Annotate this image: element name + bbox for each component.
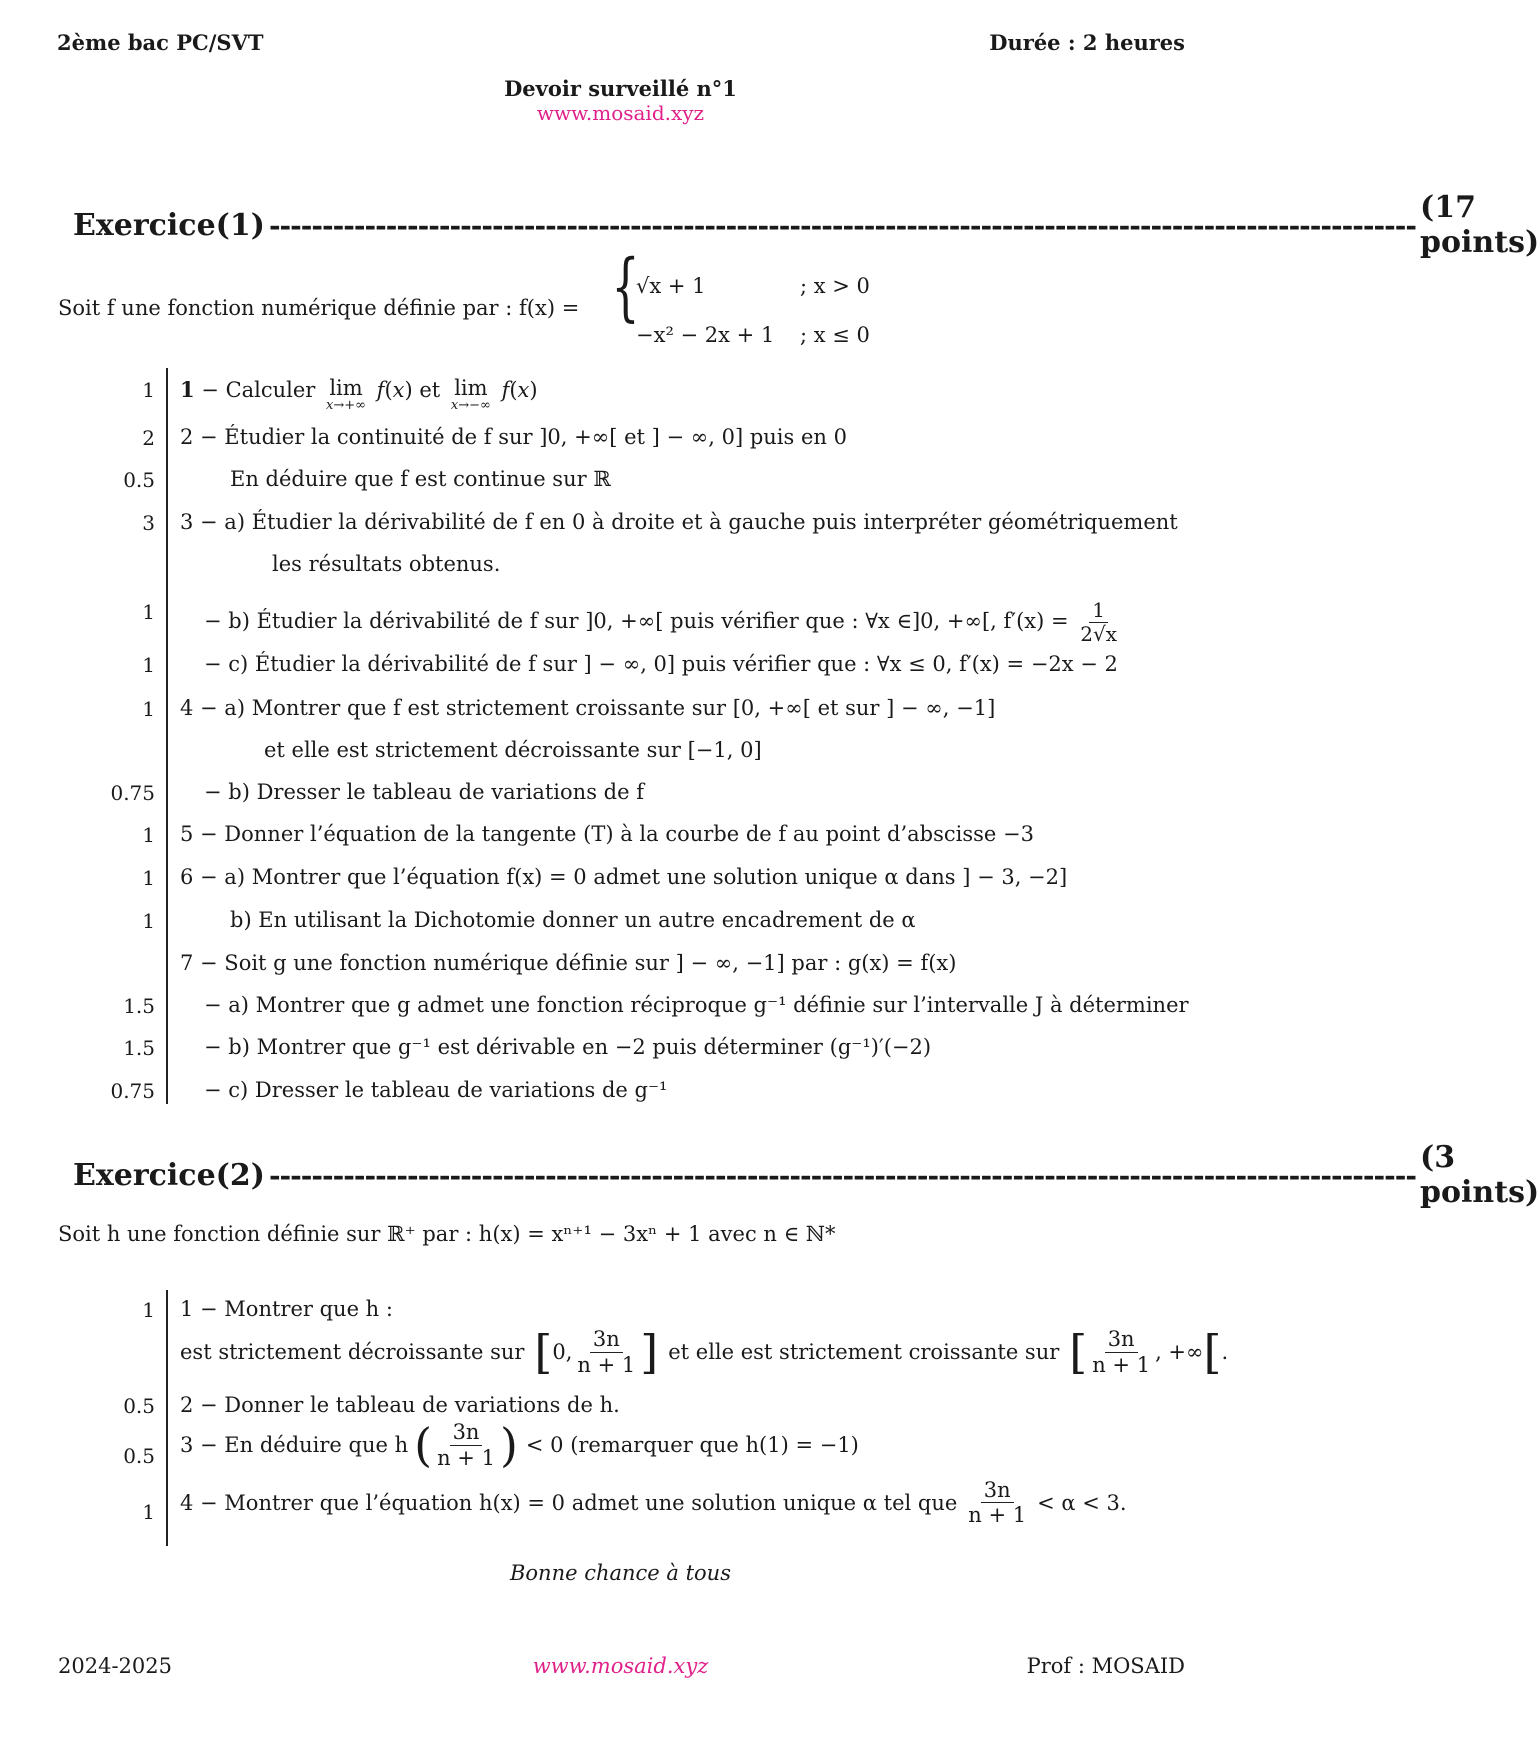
class-label: 2ème bac PC/SVT [57, 30, 264, 55]
exercise1-points: (17 points) [1420, 190, 1539, 260]
question-4a-continued: et elle est strictement décroissante sur [−1, 0] [264, 738, 762, 762]
question-4a: 4 − a) Montrer que f est strictement croissante sur [0, +∞[ et sur ] − ∞, −1] [180, 696, 996, 720]
footer-website-link[interactable]: www.mosaid.xyz [532, 1654, 709, 1678]
question-7c: − c) Dresser le tableau de variations de g⁻¹ [204, 1078, 668, 1102]
title-rule: ------------------------------------------------------------------------------------------------------------ [268, 1158, 1417, 1192]
footer-year: 2024-2025 [58, 1654, 172, 1678]
page-title: Devoir surveillé n°1 [504, 76, 737, 101]
points-value: 1.5 [123, 1036, 155, 1060]
exercise1-label: Exercice(1) [73, 207, 265, 243]
header-website-link[interactable]: www.mosaid.xyz [536, 101, 705, 125]
points-value: 1 [142, 866, 155, 890]
question-2-followup: En déduire que f est continue sur ℝ [230, 467, 611, 491]
question-6a: 6 − a) Montrer que l’équation f(x) = 0 admet une solution unique α dans ] − 3, −2] [180, 865, 1068, 889]
points-value: 1 [142, 1500, 155, 1524]
points-value: 3 [142, 511, 155, 535]
points-value: 1.5 [123, 994, 155, 1018]
brace: { [611, 244, 640, 330]
points-value: 0.75 [110, 781, 155, 805]
case1-expression: √x + 1 [636, 274, 706, 298]
exercise2-points: (3 points) [1420, 1140, 1539, 1210]
fraction-3n-over-n1: $\frac{3n}{n + 1}$ [437, 1420, 495, 1470]
limit-minus-infinity: lim x→−∞ [450, 376, 491, 414]
points-value: 1 [142, 1298, 155, 1322]
ex2-question-1: 1 − Montrer que h : [180, 1297, 393, 1321]
points-value: 0.75 [110, 1079, 155, 1103]
question-6b: b) En utilisant la Dichotomie donner un autre encadrement de α [230, 908, 916, 932]
fraction-3n-over-n1: $\frac{3n}{n + 1}$ [577, 1327, 636, 1377]
case1-condition: ; x > 0 [800, 274, 870, 298]
closing-message: Bonne chance à tous [509, 1561, 731, 1585]
ex2-question-4: 4 − Montrer que l’équation h(x) = 0 admet une solution unique α tel que $\frac{3n}{n + 1}$ < α < 3. [180, 1478, 1127, 1528]
question-7b: − b) Montrer que g⁻¹ est dérivable en −2 puis déterminer (g⁻¹)′(−2) [204, 1035, 932, 1059]
question-3c: − c) Étudier la dérivabilité de f sur ] − ∞, 0] puis vérifier que : ∀x ≤ 0, f′(x) = −2x − 2 [204, 652, 1118, 676]
exercise2-label: Exercice(2) [73, 1157, 265, 1193]
question-margin-rule [166, 1290, 168, 1546]
points-value: 1 [142, 378, 155, 402]
title-rule: ------------------------------------------------------------------------------------------------------------ [268, 208, 1417, 242]
question-margin-rule [166, 368, 168, 1104]
points-value: 1 [142, 653, 155, 677]
question-3a-continued: les résultats obtenus. [272, 552, 501, 576]
points-value: 1 [142, 909, 155, 933]
question-3a: 3 − a) Étudier la dérivabilité de f en 0 à droite et à gauche puis interpréter géométriquement [180, 510, 1178, 534]
fraction-3n-over-n1: $\frac{3n}{n + 1}$ [1092, 1327, 1151, 1377]
limit-plus-infinity: lim x→+∞ [326, 376, 366, 414]
question-3b: − b) Étudier la dérivabilité de f sur ]0, +∞[ puis vérifier que : ∀x ∈]0, +∞[, f′(x) = $\frac{1}{2√x}$ [204, 599, 1122, 646]
points-value: 0.5 [123, 1394, 155, 1418]
points-value: 1 [142, 600, 155, 624]
fraction-3n-over-n1: $\frac{3n}{n + 1}$ [968, 1478, 1027, 1528]
ex2-question-2: 2 − Donner le tableau de variations de h. [180, 1393, 620, 1417]
question-7: 7 − Soit g une fonction numérique définie sur ] − ∞, −1] par : g(x) = f(x) [180, 951, 957, 975]
question-5: 5 − Donner l’équation de la tangente (T) à la courbe de f au point d’abscisse −3 [180, 822, 1034, 846]
exercise2-intro: Soit h une fonction définie sur ℝ⁺ par : h(x) = xⁿ⁺¹ − 3xⁿ + 1 avec n ∈ ℕ* [58, 1222, 836, 1246]
points-value: 1 [142, 823, 155, 847]
duration: Durée : 2 heures [989, 30, 1185, 55]
points-value: 2 [142, 426, 155, 450]
question-7a: − a) Montrer que g admet une fonction réciproque g⁻¹ définie sur l’intervalle J à déterminer [204, 993, 1189, 1017]
footer-author: Prof : MOSAID [1026, 1654, 1185, 1678]
derivative-fraction: $\frac{1}{2√x}$ [1080, 598, 1118, 646]
ex2-question-1-continued: est strictement décroissante sur [ 0, $\frac{3n}{n + 1}$ ] et elle est strictement croissante sur [ $\frac{3n}{n + 1}$ , +∞ [ . [180, 1325, 1229, 1379]
case2-expression: −x² − 2x + 1 [636, 323, 775, 347]
points-value: 0.5 [123, 468, 155, 492]
case2-condition: ; x ≤ 0 [800, 323, 870, 347]
question-4b: − b) Dresser le tableau de variations de f [204, 780, 644, 804]
exercise2-title [73, 1140, 1539, 1210]
points-value: 1 [142, 697, 155, 721]
exercise1-intro: Soit f une fonction numérique définie par : f(x) = [58, 296, 580, 320]
question-2: 2 − Étudier la continuité de f sur ]0, +∞[ et ] − ∞, 0] puis en 0 [180, 425, 847, 449]
points-value: 0.5 [123, 1444, 155, 1468]
ex2-question-3: 3 − En déduire que h ( $\frac{3n}{n + 1}$ ) < 0 (remarquer que h(1) = −1) [180, 1418, 859, 1472]
question-1: 1 − Calculer lim x→+∞ f(x) et lim x→−∞ f(x) [180, 376, 538, 414]
